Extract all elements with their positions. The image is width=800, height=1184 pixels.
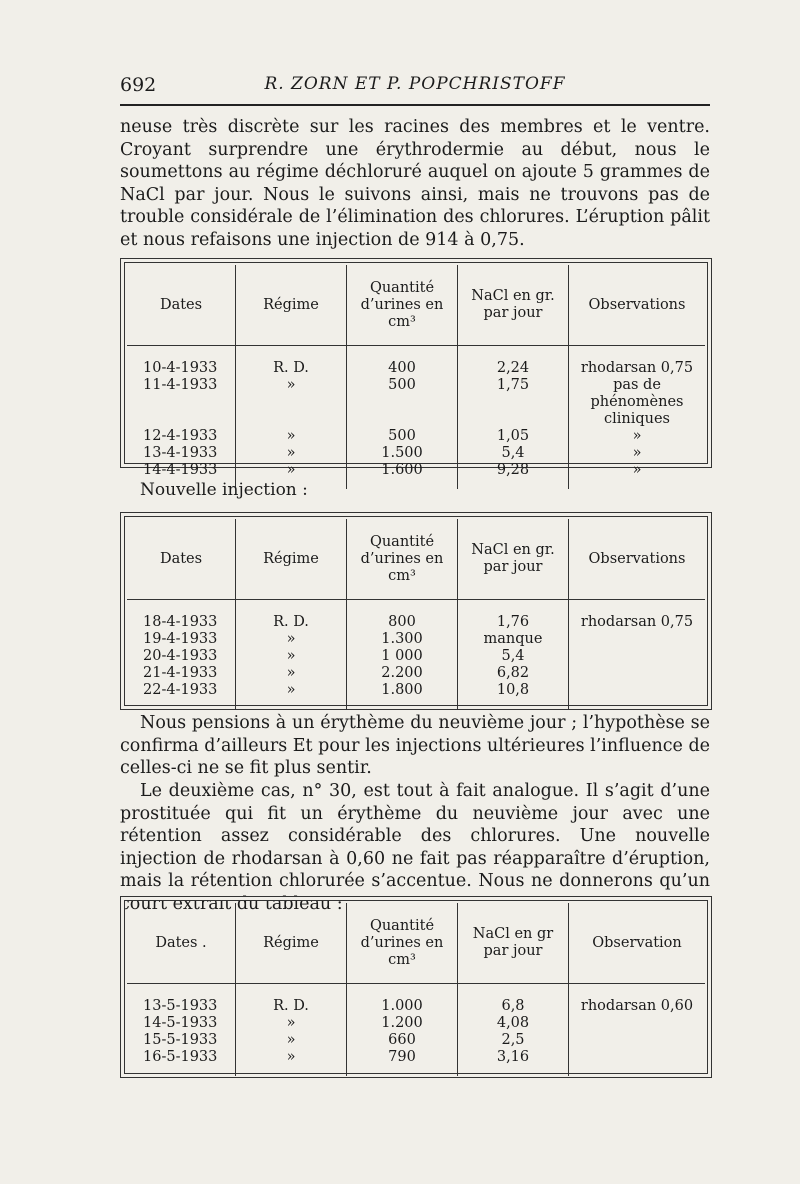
cell-date: 13-4-1933 [143, 445, 218, 461]
cell-quantity: 2.200 [347, 665, 458, 682]
table-header-row [127, 519, 705, 600]
cell-observation [569, 1049, 706, 1076]
table-row [127, 377, 705, 428]
cell-nacl: 5,4 [458, 648, 569, 665]
cell-nacl: 2,24 [458, 346, 569, 378]
page-number: 692 [120, 74, 157, 96]
table-2-caption: Nouvelle injection : [140, 480, 308, 500]
header-quantity: Quantité d’urines en cm³ [347, 903, 458, 984]
cell-observation [569, 1015, 706, 1032]
cell-observation: rhodarsan 0,75 [569, 600, 706, 632]
running-head: R. ZORN ET P. POPCHRISTOFF [264, 74, 566, 94]
header-observations: Observations [569, 519, 706, 600]
cell-date: 13-5-1933 [143, 998, 218, 1014]
cell-quantity: 1.600 [347, 462, 458, 489]
table-row [127, 648, 705, 665]
cell-date: 14-5-1933 [143, 1015, 218, 1031]
table-row [127, 1049, 705, 1076]
cell-nacl: 6,82 [458, 665, 569, 682]
table-row [127, 665, 705, 682]
table-row [127, 984, 705, 1016]
cell-date: 15-5-1933 [143, 1032, 218, 1048]
cell-observation: » [569, 462, 706, 489]
cell-regime: R. D. [236, 984, 347, 1016]
table-3 [120, 896, 712, 1078]
table-row [127, 631, 705, 648]
header-regime: Régime [236, 265, 347, 346]
table-row [127, 445, 705, 462]
cell-date: 18-4-1933 [143, 614, 218, 630]
table-row [127, 600, 705, 632]
cell-observation [569, 1032, 706, 1049]
table-1-grid [127, 265, 705, 489]
cell-date: 21-4-1933 [143, 665, 218, 681]
table-3-grid [127, 903, 705, 1076]
header-dates: Dates [127, 265, 236, 346]
table-2 [120, 512, 712, 710]
header-dates: Dates [127, 519, 236, 600]
cell-nacl: 2,5 [458, 1032, 569, 1049]
cell-quantity: 800 [347, 600, 458, 632]
cell-quantity: 400 [347, 346, 458, 378]
cell-date: 19-4-1933 [143, 631, 218, 647]
cell-nacl: 3,16 [458, 1049, 569, 1076]
table-row [127, 346, 705, 378]
cell-nacl: manque [458, 631, 569, 648]
paragraph-hypothesis: Nous pensions à un érythème du neuvième jour ; l’hypothèse se confirma d’ailleurs Et pour les injections ultérieures l’influence de celles-ci ne se fit plus sentir. [120, 713, 710, 778]
table-1 [120, 258, 712, 478]
cell-date: 22-4-1933 [143, 682, 218, 698]
cell-date: 10-4-1933 [143, 360, 218, 376]
cell-observation [569, 631, 706, 648]
table-row [127, 1015, 705, 1032]
cell-observation: pas de phénomènes cliniques [569, 377, 706, 428]
cell-nacl: 5,4 [458, 445, 569, 462]
cell-date: 11-4-1933 [143, 377, 218, 393]
header-quantity: Quantité d’urines en cm³ [347, 519, 458, 600]
cell-observation [569, 682, 706, 709]
page-header [120, 70, 710, 100]
header-nacl: NaCl en gr. par jour [458, 519, 569, 600]
cell-regime: » [236, 445, 347, 462]
cell-regime: R. D. [236, 346, 347, 378]
cell-nacl: 9,28 [458, 462, 569, 489]
paragraph-second-case: Le deuxième cas, n° 30, est tout à fait analogue. Il s’agit d’une prostituée qui fit un érythème du neuvième jour avec une rétention assez considérable des chlorures. Une nouvelle injection de rhodarsan à 0,60 ne fait pas réapparaître d’éruption, mais la rétention chlorurée s’accentue. Nous ne donnerons qu’un court extrait du tableau : [120, 781, 710, 914]
cell-regime: » [236, 428, 347, 445]
table-2-grid [127, 519, 705, 709]
cell-observation: » [569, 428, 706, 445]
header-dates: Dates . [127, 903, 236, 984]
cell-regime: » [236, 665, 347, 682]
cell-observation [569, 648, 706, 665]
cell-quantity: 790 [347, 1049, 458, 1076]
table-row [127, 428, 705, 445]
cell-quantity: 1.800 [347, 682, 458, 709]
cell-observation: rhodarsan 0,60 [569, 984, 706, 1016]
cell-regime: » [236, 1049, 347, 1076]
table-row [127, 682, 705, 709]
cell-quantity: 500 [347, 377, 458, 428]
cell-nacl: 1,76 [458, 600, 569, 632]
cell-nacl: 6,8 [458, 984, 569, 1016]
cell-regime: » [236, 1015, 347, 1032]
header-rule [120, 104, 710, 106]
cell-regime: » [236, 462, 347, 489]
cell-nacl: 4,08 [458, 1015, 569, 1032]
cell-quantity: 500 [347, 428, 458, 445]
cell-quantity: 1.200 [347, 1015, 458, 1032]
cell-regime: » [236, 377, 347, 428]
header-regime: Régime [236, 519, 347, 600]
table-header-row [127, 903, 705, 984]
cell-quantity: 660 [347, 1032, 458, 1049]
cell-nacl: 1,75 [458, 377, 569, 428]
paragraph-intro: neuse très discrète sur les racines des membres et le ventre. Croyant surprendre une érythrodermie au début, nous le soumettons au régime déchloruré auquel on ajoute 5 grammes de NaCl par jour. Nous le suivons ainsi, mais ne trouvons pas de trouble considérale de l’élimination des chlorures. L’éruption pâlit et nous refaisons une injection de 914 à 0,75. [120, 117, 710, 250]
header-regime: Régime [236, 903, 347, 984]
header-nacl: NaCl en gr. par jour [458, 265, 569, 346]
cell-regime: » [236, 631, 347, 648]
cell-quantity: 1 000 [347, 648, 458, 665]
header-quantity: Quantité d’urines en cm³ [347, 265, 458, 346]
cell-quantity: 1.300 [347, 631, 458, 648]
cell-date: 14-4-1933 [143, 462, 218, 478]
header-observations: Observations [569, 265, 706, 346]
table-row [127, 1032, 705, 1049]
cell-date: 12-4-1933 [143, 428, 218, 444]
cell-regime: » [236, 648, 347, 665]
cell-regime: » [236, 682, 347, 709]
cell-nacl: 1,05 [458, 428, 569, 445]
cell-date: 16-5-1933 [143, 1049, 218, 1065]
cell-nacl: 10,8 [458, 682, 569, 709]
cell-regime: R. D. [236, 600, 347, 632]
table-header-row [127, 265, 705, 346]
header-observation: Observation [569, 903, 706, 984]
cell-observation [569, 665, 706, 682]
cell-quantity: 1.000 [347, 984, 458, 1016]
header-nacl: NaCl en gr par jour [458, 903, 569, 984]
cell-quantity: 1.500 [347, 445, 458, 462]
cell-observation: » [569, 445, 706, 462]
cell-observation: rhodarsan 0,75 [569, 346, 706, 378]
cell-date: 20-4-1933 [143, 648, 218, 664]
cell-regime: » [236, 1032, 347, 1049]
